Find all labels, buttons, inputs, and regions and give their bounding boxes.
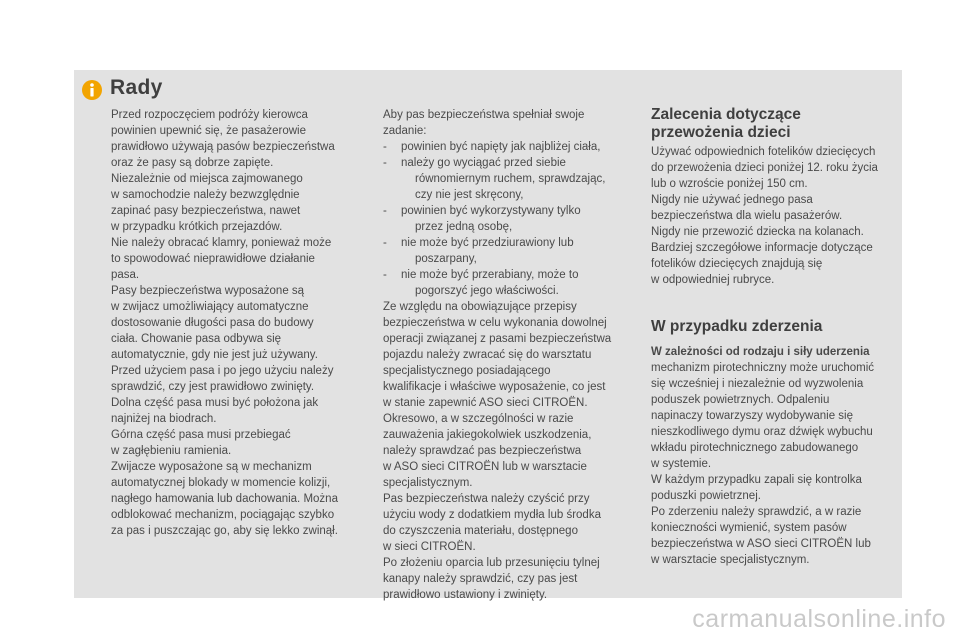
text-line: zauważenia jakiegokolwiek uszkodzenia, (383, 429, 592, 441)
text-line: sprawdzić, czy jest prawidłowo zwinięty. (111, 381, 315, 393)
text-line: poduszek powietrznych. Odpaleniu (651, 394, 830, 406)
text-line: w ASO sieci CITROËN lub w warsztacie (383, 461, 587, 473)
section-title-child-transport (651, 106, 801, 142)
text-line: specjalistycznym. (383, 477, 473, 489)
text-line: operacji związanej z pasami bezpieczeństwa (383, 333, 612, 345)
text-line: nie może być przedziurawiony lub (401, 237, 574, 249)
text-line: prawidłowo ustawiony i zwinięty. (383, 589, 548, 601)
text-line: Po złożeniu oparcia lub przesunięciu tylnej (383, 557, 600, 569)
text-line: powinien być napięty jak najbliżej ciała, (401, 141, 601, 153)
text-line: Pas bezpieczeństwa należy czyścić przy (383, 493, 590, 505)
text-line: ciała. Chowanie pasa odbywa się (111, 333, 282, 345)
text-line: w odpowiedniej rubryce. (651, 274, 775, 286)
text-line: równomiernym ruchem, sprawdzając, (415, 173, 606, 185)
list-item (383, 267, 633, 299)
text-line: w systemie. (651, 458, 712, 470)
text-line: nieszkodliwego dymu oraz dźwięk wybuchu (651, 426, 873, 438)
text-line: Niezależnie od miejsca zajmowanego (111, 173, 303, 185)
text-line: czy nie jest skręcony, (415, 189, 524, 201)
text-line: oraz że pasy są dobrze zapięte. (111, 157, 274, 169)
dash-bullet: - (383, 205, 387, 217)
text-line: najniżej na biodrach. (111, 413, 217, 425)
panel-title: Rady (110, 76, 163, 99)
text-line: do przewożenia dzieci poniżej 12. roku życia (651, 162, 878, 174)
text-line: w zwijacz umożliwiający automatyczne (111, 301, 309, 313)
text-line: w zagłębieniu ramienia. (111, 445, 232, 457)
text-line: Przed rozpoczęciem podróży kierowca (111, 109, 308, 121)
text-line: specjalistycznego posiadającego (383, 365, 551, 377)
text-line: bezpieczeństwa w celu wykonania dowolnej (383, 317, 607, 329)
text-line: za pas i puszczając go, aby się lekko zwinął. (111, 525, 338, 537)
title-line: Zalecenia dotyczące (651, 106, 801, 123)
text-line: konieczności wymienić, system pasów (651, 522, 847, 534)
text-line: Aby pas bezpieczeństwa spełniał swoje (383, 109, 585, 121)
title-line: przewożenia dzieci (651, 124, 791, 141)
text-line: napinaczy towarzyszy wydobywanie się (651, 410, 853, 422)
text-line: użyciu wody z dodatkiem mydła lub środka (383, 509, 601, 521)
column-2 (383, 107, 633, 603)
text-line: Nie należy obracać klamry, ponieważ może (111, 237, 332, 249)
text-line: wkładu pirotechnicznego zabudowanego (651, 442, 859, 454)
text-line: w samochodzie należy bezwzględnie (111, 189, 300, 201)
text-line: Pasy bezpieczeństwa wyposażone są (111, 285, 305, 297)
child-transport-text (651, 144, 901, 288)
text-line: przez jedną osobę, (415, 221, 513, 233)
text-line: prawidłowo używają pasów bezpieczeństwa (111, 141, 335, 153)
text-line: lub o wzroście poniżej 150 cm. (651, 178, 808, 190)
text-line: w stanie zapewnić ASO sieci CITROËN. (383, 397, 588, 409)
text-line: to spowodować nieprawidłowe działanie (111, 253, 315, 265)
section-title-collision: W przypadku zderzenia (651, 318, 823, 335)
text-line: powinien upewnić się, że pasażerowie (111, 125, 306, 137)
text-line: w sieci CITROËN. (383, 541, 476, 553)
dash-bullet: - (383, 141, 387, 153)
list-item (383, 155, 633, 203)
text-line: automatycznie, gdy nie jest już używany. (111, 349, 318, 361)
text-line: fotelików dziecięcych znajdują się (651, 258, 823, 270)
text-line: nie może być przerabiany, może to (401, 269, 579, 281)
collision-text (651, 344, 901, 568)
dash-bullet: - (383, 237, 387, 249)
text-line: Używać odpowiednich fotelików dziecięcych (651, 146, 876, 158)
text-line: bezpieczeństwa dla wielu pasażerów. (651, 210, 843, 222)
text-line: pasa. (111, 269, 140, 281)
list-item (383, 235, 633, 267)
text-line: się wcześniej i niezależnie od wyzwolenia (651, 378, 864, 390)
text-line: do czyszczenia materiału, dostępnego (383, 525, 578, 537)
text-line: w warsztacie specjalistycznym. (651, 554, 810, 566)
text-line: dostosowanie długości pasa do budowy (111, 317, 314, 329)
text-line: Przed użyciem pasa i po jego użyciu należy (111, 365, 334, 377)
text-line: pojazdu należy zwracać się do warsztatu (383, 349, 592, 361)
text-line: nagłego hamowania lub dachowania. Można (111, 493, 338, 505)
text-line: pogorszyć jego właściwości. (415, 285, 559, 297)
text-line: bezpieczeństwa w ASO sieci CITROËN lub (651, 538, 871, 550)
text-line: odblokować mechanizm, pociągając szybko (111, 509, 335, 521)
text-line: kanapy należy sprawdzić, czy pas jest (383, 573, 578, 585)
info-icon (82, 80, 102, 100)
text-line: mechanizm pirotechniczny może uruchomić (651, 362, 875, 374)
list-item (383, 139, 633, 155)
text-line: należy go wyciągać przed siebie (401, 157, 566, 169)
column-1 (111, 107, 361, 539)
text-line: W każdym przypadku zapali się kontrolka (651, 474, 862, 486)
text-line: zadanie: (383, 125, 427, 137)
text-line: Nigdy nie używać jednego pasa (651, 194, 813, 206)
text-line: Górna część pasa musi przebiegać (111, 429, 291, 441)
watermark: carmanualsonline.info (692, 605, 946, 633)
text-line: poduszki powietrznej. (651, 490, 761, 502)
text-line: Okresowo, a w szczególności w razie (383, 413, 574, 425)
bold-intro-line: W zależności od rodzaju i siły uderzenia (651, 346, 870, 358)
text-line: Po zderzeniu należy sprawdzić, a w razie (651, 506, 862, 518)
text-line: Zwijacze wyposażone są w mechanizm (111, 461, 312, 473)
text-line: kwalifikacje i właściwe wyposażenie, co jest (383, 381, 606, 393)
dash-bullet: - (383, 269, 387, 281)
text-line: poszarpany, (415, 253, 477, 265)
text-line: Dolna część pasa musi być położona jak (111, 397, 319, 409)
text-line: Ze względu na obowiązujące przepisy (383, 301, 577, 313)
text-line: należy sprawdzać pas bezpieczeństwa (383, 445, 582, 457)
list-item (383, 203, 633, 235)
text-line: Bardziej szczegółowe informacje dotyczące (651, 242, 873, 254)
text-line: powinien być wykorzystywany tylko (401, 205, 581, 217)
text-line: zapinać pasy bezpieczeństwa, nawet (111, 205, 301, 217)
dash-bullet: - (383, 157, 387, 169)
text-line: automatycznej blokady w momencie kolizji, (111, 477, 331, 489)
text-line: w przypadku krótkich przejazdów. (111, 221, 283, 233)
text-line: Nigdy nie przewozić dziecka na kolanach. (651, 226, 864, 238)
